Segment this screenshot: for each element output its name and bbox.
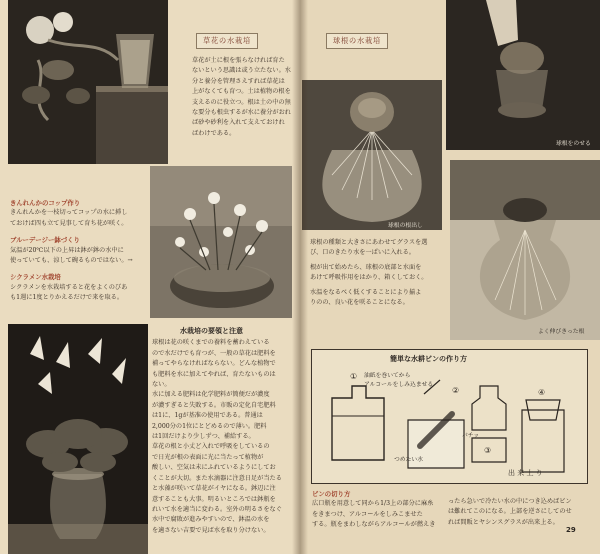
photo-grown-roots [450,160,600,340]
bin-text-left-tail: 上の部分に麻糸 [390,500,434,508]
diagram-note-alcohol [364,379,433,388]
diagram-water-bottle [311,349,588,484]
blue-daisy-title: ブルーデージー鉢づくり [10,236,80,245]
diagram-title: 簡単な水耕ビンの作り方 [390,355,467,363]
diagram-num-1: ① [350,372,358,381]
photo-bulb-roots [302,80,442,230]
photo-place-bulb-art [446,0,600,150]
photo-place-bulb [446,0,600,150]
diagram-note-oil-paper: 油紙を巻いてから [364,373,411,379]
diagram-done-label: 出 来 上 り [508,469,543,477]
diagram-note-alcohol-b: しみ込ませる [398,382,434,388]
intro-text: 草花が土に根を張らなければ育た ないという思識は或う立たない。水 分と養分を管理さえすれば草花は 上がなくても育つ。土は植物の根を 支えるのに役立つ。根は土の中の無 な要分も根虫するが水に養分がおれ ば砂や砂利を入れて支えておけれ ばわけである。 [192,57,291,137]
cyclamen-title: シクラメン水栽培 [10,273,61,282]
photo-cyclamen-vase [8,324,148,554]
photo-daisy-bowl-art [150,166,292,318]
heading-kusabana: 草花の水栽培 [196,33,258,49]
photo-label-roots: 球根の根出し [388,223,423,229]
photo-label-grown: よく伸びきった根 [538,329,585,335]
photo-cyclamen-art [8,324,148,554]
diagram-num-3: ③ [484,446,492,455]
bin-cutting-left: ビンの切り方 広口瓶を用意して同から1/3上の部分に麻糸 をきまつけ、アルコールをしみこませた する。瓶をまわしながらアルコールが燃えき [312,489,444,531]
diagram-art [312,350,589,485]
care-section: 水栽培の要領と注意 球根は花の咲くまでの養料を蓄わえている ので水だけでも育つが、一般の草花は肥料を 補ってやらなければならない。どんな植物で も肥料を水に加えてやれば、育たないものは ない。 水に加える肥料は化学肥料が簡便だが濃度 が濃すぎると失敗する。市販の定化自宅肥料 は1に、1gが基准の使用である。普通は 2,000分の1位にとどめるので薄い。肥料 は1回だけより少しずつ、補給する。 草花の根と小丈ど入れで呼吸をしているの で日光が根の表面に光に当たって植物が 酸しい、空気は未にふれているようにしてお くことが大切。また水滴器に注意日足が当たる と水藻が咲いて草花がイヤになる。鉢辺に注 意することも大事。明るいところでは鉢瓶を れいて水を適当に変わる。室外の明るさをなぐ 水中で腐敗が進みやすいので、鉢温の水を を適さない吉要で見ば水を取り分けない。 [152,326,292,536]
diagram-note-cold-water: つめたい水 [394,457,423,463]
tips-block: きんれんかのコップ作り きんれんかを一枝切ってコップの水に挿し ておけば四も立て見事して育ち花が咲く。 ブルーデージー鉢づくり 気温が20℃以下の上昇は鉢が鉢の水中に 使っていても、涼して碗るものではない。→ シクラメン水栽培 シクラメンを水栽培すると花をよくのびあ も1週に1度とりかえるだけで来を取る。 [10,198,150,304]
kyukon-text: 球根の種類と大きさにあわせてグラスを選 び、口のきたり水を一ぱいに入れる。 根が出て始めたら、球根の底部と水面を あけて呼吸作用をはかり、箱くしておく。 水温をなるべく低くすることにより揃よ りのの、良い花を咲ることになる。 [310,239,428,307]
photo-daisy-bowl [150,166,292,318]
diagram-num-2: ② [452,386,460,395]
photo-bulb-roots-art [302,80,442,230]
diagram-num-4: ④ [538,388,546,397]
photo-vine-glass [8,0,168,164]
diagram-note-snap: パチッ [462,433,480,439]
care-title: 水栽培の要領と注意 [180,327,243,335]
photo-vine-glass-art [8,0,168,164]
bin-fraction: 1/3 [380,500,391,508]
bin-cutting-right: ったら急いで冷たい水の中につき込めばビン は難れてこのになる。上部を逆さにしてのせ れば間販とヤシンスグラスが出来上る。 [448,498,572,526]
bin-title: ビンの切り方 [312,490,351,498]
page-gutter [292,0,308,554]
heading-kyukon: 球根の水栽培 [326,33,388,49]
photo-label-place: 球根をのせる [556,141,591,147]
bin-text-left-0: 広口瓶を用意して同から [312,500,381,508]
diagram-note-alcohol-a: アルコールを [364,382,399,388]
page-number: 29 [566,526,576,534]
kinrenka-title: きんれんかのコップ作り [10,199,81,207]
photo-grown-roots-art [450,160,600,340]
